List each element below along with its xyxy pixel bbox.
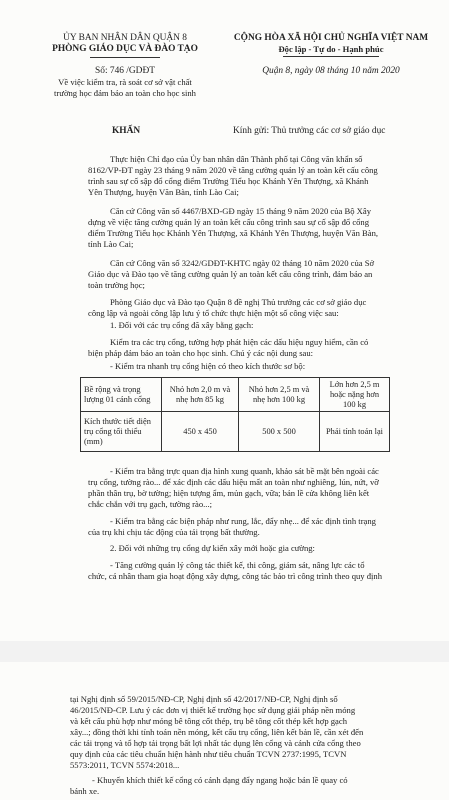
- body-line: và kết cấu phù hợp như móng bê tông cốt thép, trụ bê tông cốt thép kết hợp gạch: [70, 716, 347, 726]
- table-cell: 450 x 450: [162, 412, 239, 452]
- subject-line-1: Về việc kiểm tra, rà soát cơ sở vật chất: [58, 77, 192, 87]
- issuing-authority: ỦY BAN NHÂN DÂN QUẬN 8: [63, 33, 187, 43]
- body-line: phần thân trụ, bờ tường; hiện tượng ẩm, mủn gạch, vữa; bản lề cửa không liên kết: [88, 488, 370, 498]
- body-line: tỉnh Lào Cai;: [88, 239, 134, 249]
- body-line: các tải trọng và tổ hợp tải trọng bất lợi nhất tác dụng lên cổng và cánh cửa cổng theo: [70, 738, 361, 748]
- subject-line-2: trường học đảm bảo an toàn cho học sinh: [54, 88, 196, 98]
- national-motto: Độc lập - Tự do - Hạnh phúc: [278, 44, 384, 54]
- body-line: trụ cổng, tường rào... để xác định các dấu hiệu mất an toàn như nghiêng, lún, nứt, vỡ: [88, 477, 379, 487]
- body-line: - Tăng cường quản lý công tác thiết kế, thi công, giám sát, nâng lực các tổ: [110, 560, 365, 570]
- section-heading-1: 1. Đối với các trụ cổng đã xây bằng gạch:: [110, 320, 254, 330]
- body-line: Yên Thượng, huyện Văn Bàn, tỉnh Lào Cai;: [88, 187, 239, 197]
- pillar-size-table: [80, 377, 390, 452]
- document-number: Số: 746 /GDĐT: [95, 66, 155, 76]
- body-line: quy định của các tiêu chuẩn hiện hành như tiêu chuẩn TCVN 2737:1995, TCVN: [70, 749, 347, 759]
- body-line: Phòng Giáo dục và Đào tạo Quận 8 đề nghị Thủ trưởng các cơ sở giáo dục: [110, 297, 367, 307]
- body-line: tại Nghị định số 59/2015/NĐ-CP, Nghị định số 42/2017/NĐ-CP, Nghị định số: [70, 694, 338, 704]
- table-cell: 500 x 500: [239, 412, 320, 452]
- header-divider-right: [283, 56, 379, 57]
- body-line: 46/2015/NĐ-CP. Lưu ý các đơn vị thiết kế trường học sử dụng giải pháp nền móng: [70, 705, 356, 715]
- body-line: dựng về việc tăng cường quản lý an toàn kết cấu công trình sau sự cố sập đổ cổng: [88, 217, 370, 227]
- document-date: Quận 8, ngày 08 tháng 10 năm 2020: [262, 66, 400, 76]
- body-line: xây...; đồng thời khi tính toán nền móng, kết cấu trụ cổng, liên kết bản lề, cần xét đến: [70, 727, 364, 737]
- body-line: bánh xe.: [70, 786, 100, 796]
- body-line: biện pháp đảm bảo an toàn cho học sinh. Chú ý các nội dung sau:: [88, 348, 314, 358]
- table-cell: Bề rộng và trọng lượng 01 cánh cổng: [81, 378, 162, 412]
- body-line: chắc chắn với trụ gạch, tường rào...;: [88, 499, 212, 509]
- body-line: - Kiểm tra nhanh trụ cổng hiện có theo kích thước sơ bộ:: [110, 361, 306, 371]
- body-line: công lập và ngoài công lập lưu ý tổ chức thực hiện một số công việc sau:: [88, 308, 339, 318]
- body-line: chức, cá nhân tham gia hoạt động xây dựng, công tác bảo trì công trình theo quy định: [88, 571, 383, 581]
- table-row: [81, 378, 390, 412]
- body-line: điểm Trường Tiểu học Khánh Yên Thượng, xã Khánh Yên Thượng, huyện Văn Bàn,: [88, 228, 379, 238]
- table-cell: Nhỏ hơn 2,0 m và nhẹ hơn 85 kg: [162, 378, 239, 412]
- body-line: Giáo dục và Đào tạo về tăng cường quản lý an toàn kết cấu công trình, đảm bảo an: [88, 269, 373, 279]
- body-line: trình sau sự cố sập đổ cổng điểm Trường Tiểu học Khánh Yên Thượng, xã Khánh: [88, 176, 369, 186]
- recipient-line: Kính gửi: Thủ trưởng các cơ sở giáo dục: [233, 126, 386, 136]
- document-page-2: [0, 662, 449, 800]
- body-line: 5573:2011, TCVN 5574:2018...: [70, 760, 180, 770]
- body-line: 8162/VP-ĐT ngày 23 tháng 9 năm 2020 về tăng cường quản lý an toàn kết cấu công: [88, 165, 378, 175]
- table-row: [81, 412, 390, 452]
- urgency-label: KHẨN: [112, 126, 141, 136]
- table-cell: Lớn hơn 2,5 m hoặc nặng hơn 100 kg: [320, 378, 390, 412]
- national-title: CỘNG HÒA XÃ HỘI CHỦ NGHĨA VIỆT NAM: [233, 33, 429, 43]
- body-line: Thực hiện Chỉ đạo của Ủy ban nhân dân Thành phố tại Công văn khẩn số: [110, 154, 363, 164]
- body-line: - Khuyến khích thiết kế cổng có cánh dạng đẩy ngang hoặc bản lề quay có: [92, 775, 348, 785]
- body-line: Căn cứ Công văn số 3242/GDĐT-KHTC ngày 02 tháng 10 năm 2020 của Sở: [110, 258, 375, 268]
- table-cell: Kích thước tiết diện trụ cổng tối thiểu (mm): [81, 412, 162, 452]
- issuing-department: PHÒNG GIÁO DỤC VÀ ĐÀO TẠO: [52, 44, 198, 54]
- section-heading-2: 2. Đối với những trụ cổng dự kiến xây mới hoặc gia cường:: [110, 543, 315, 553]
- body-line: Kiểm tra các trụ cổng, tường hợp phát hiện các dấu hiệu nguy hiểm, cần có: [110, 337, 369, 347]
- header-divider-left: [90, 57, 160, 58]
- body-line: - Kiểm tra bằng trực quan địa hình xung quanh, khảo sát bề mặt bên ngoài các: [110, 466, 379, 476]
- body-line: của trụ khi chịu tác động của tải trọng bất thường.: [88, 527, 260, 537]
- body-line: Căn cứ Công văn số 4467/BXD-GĐ ngày 15 tháng 9 năm 2020 của Bộ Xây: [110, 206, 372, 216]
- body-line: - Kiểm tra bằng các biện pháp như rung, lắc, đẩy nhẹ... để xác định tình trạng: [110, 516, 376, 526]
- body-line: toàn trường học;: [88, 280, 145, 290]
- table-cell: Nhỏ hơn 2,5 m và nhẹ hơn 100 kg: [239, 378, 320, 412]
- table-cell: Phải tính toán lại: [320, 412, 390, 452]
